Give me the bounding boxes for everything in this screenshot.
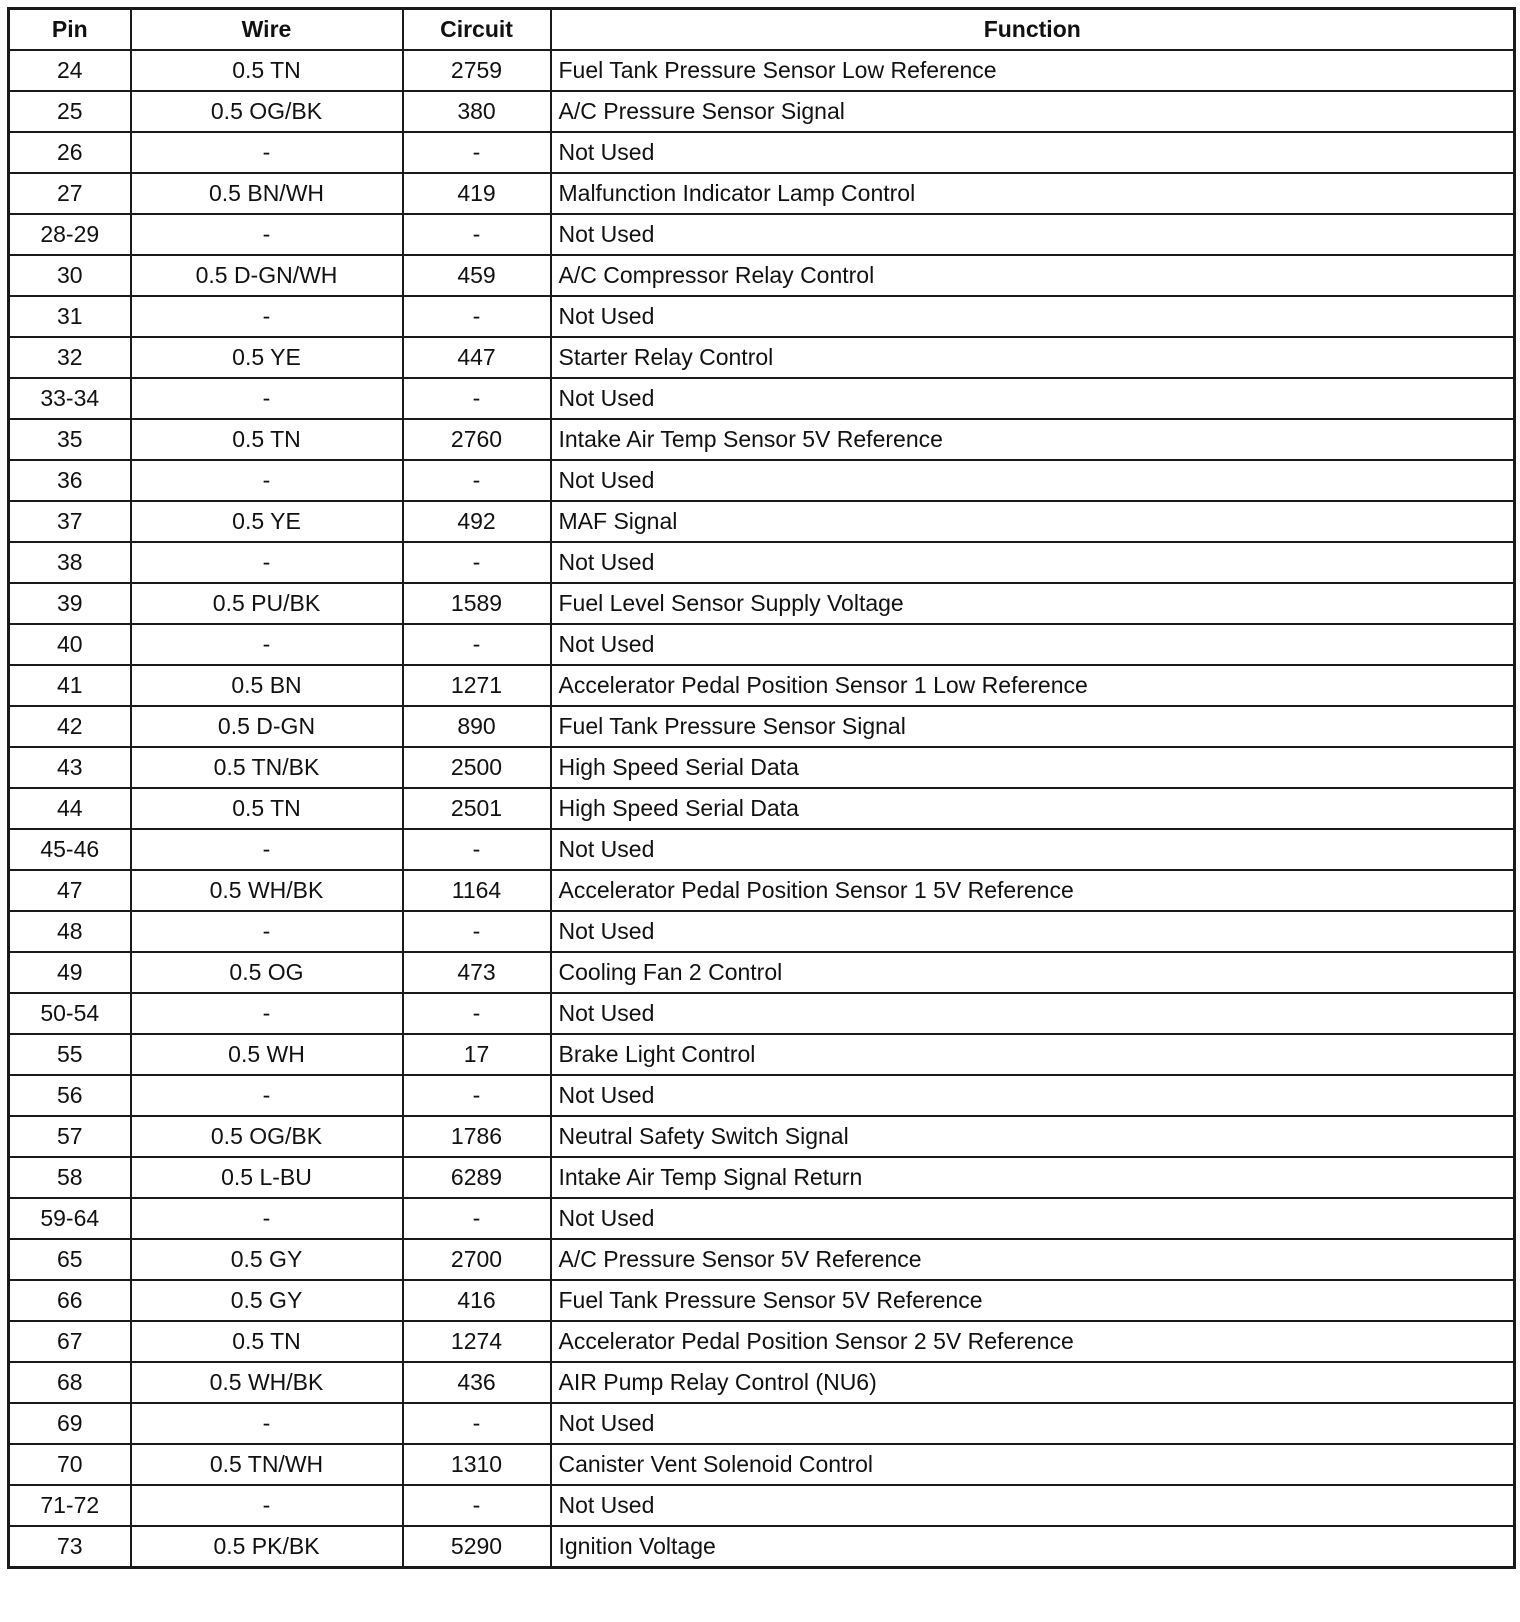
wire-cell: 0.5 YE — [131, 337, 403, 378]
pin-cell: 71-72 — [9, 1485, 131, 1526]
pin-cell: 58 — [9, 1157, 131, 1198]
pin-cell: 25 — [9, 91, 131, 132]
circuit-cell: - — [403, 378, 551, 419]
circuit-cell: 1271 — [403, 665, 551, 706]
function-cell: Accelerator Pedal Position Sensor 1 Low Reference — [551, 665, 1515, 706]
wire-cell: 0.5 TN/BK — [131, 747, 403, 788]
wire-cell: - — [131, 296, 403, 337]
table-row — [9, 1444, 1515, 1485]
circuit-cell: 890 — [403, 706, 551, 747]
pin-cell: 37 — [9, 501, 131, 542]
circuit-cell: 447 — [403, 337, 551, 378]
wire-cell: 0.5 BN — [131, 665, 403, 706]
function-cell: Not Used — [551, 1198, 1515, 1239]
function-cell: Fuel Tank Pressure Sensor Low Reference — [551, 50, 1515, 91]
function-cell: Canister Vent Solenoid Control — [551, 1444, 1515, 1485]
pin-cell: 26 — [9, 132, 131, 173]
table-row — [9, 419, 1515, 460]
pin-cell: 65 — [9, 1239, 131, 1280]
table-row — [9, 132, 1515, 173]
pin-cell: 27 — [9, 173, 131, 214]
circuit-cell: - — [403, 1403, 551, 1444]
table-row — [9, 952, 1515, 993]
function-cell: MAF Signal — [551, 501, 1515, 542]
table-row — [9, 829, 1515, 870]
function-cell: Not Used — [551, 624, 1515, 665]
wire-cell: 0.5 WH/BK — [131, 870, 403, 911]
table-row — [9, 91, 1515, 132]
header-wire: Wire — [131, 9, 403, 51]
wire-cell: - — [131, 1075, 403, 1116]
circuit-cell: - — [403, 911, 551, 952]
table-row — [9, 1403, 1515, 1444]
function-cell: Not Used — [551, 1075, 1515, 1116]
circuit-cell: 1274 — [403, 1321, 551, 1362]
circuit-cell: 2759 — [403, 50, 551, 91]
circuit-cell: 436 — [403, 1362, 551, 1403]
circuit-cell: 416 — [403, 1280, 551, 1321]
pin-cell: 56 — [9, 1075, 131, 1116]
table-row — [9, 1485, 1515, 1526]
table-row — [9, 1526, 1515, 1568]
wire-cell: - — [131, 132, 403, 173]
function-cell: Not Used — [551, 214, 1515, 255]
wire-cell: 0.5 GY — [131, 1280, 403, 1321]
circuit-cell: 459 — [403, 255, 551, 296]
pin-cell: 68 — [9, 1362, 131, 1403]
function-cell: Not Used — [551, 993, 1515, 1034]
table-row — [9, 706, 1515, 747]
function-cell: Not Used — [551, 542, 1515, 583]
wire-cell: 0.5 TN — [131, 50, 403, 91]
function-cell: Fuel Tank Pressure Sensor Signal — [551, 706, 1515, 747]
function-cell: A/C Compressor Relay Control — [551, 255, 1515, 296]
pin-cell: 40 — [9, 624, 131, 665]
circuit-cell: - — [403, 829, 551, 870]
circuit-cell: 380 — [403, 91, 551, 132]
pin-cell: 35 — [9, 419, 131, 460]
function-cell: Not Used — [551, 460, 1515, 501]
circuit-cell: 1786 — [403, 1116, 551, 1157]
pin-cell: 24 — [9, 50, 131, 91]
circuit-cell: - — [403, 132, 551, 173]
circuit-cell: - — [403, 296, 551, 337]
table-row — [9, 1198, 1515, 1239]
table-row — [9, 870, 1515, 911]
function-cell: Not Used — [551, 132, 1515, 173]
pinout-table — [7, 7, 1516, 1569]
wire-cell: - — [131, 1198, 403, 1239]
pin-cell: 69 — [9, 1403, 131, 1444]
circuit-cell: - — [403, 993, 551, 1034]
function-cell: High Speed Serial Data — [551, 747, 1515, 788]
pin-cell: 42 — [9, 706, 131, 747]
pin-cell: 38 — [9, 542, 131, 583]
circuit-cell: 1164 — [403, 870, 551, 911]
pin-cell: 49 — [9, 952, 131, 993]
pin-cell: 73 — [9, 1526, 131, 1568]
pin-cell: 44 — [9, 788, 131, 829]
pin-cell: 59-64 — [9, 1198, 131, 1239]
wire-cell: 0.5 PK/BK — [131, 1526, 403, 1568]
table-row — [9, 993, 1515, 1034]
table-row — [9, 255, 1515, 296]
wire-cell: - — [131, 829, 403, 870]
circuit-cell: 17 — [403, 1034, 551, 1075]
wire-cell: - — [131, 1485, 403, 1526]
table-row — [9, 788, 1515, 829]
pin-cell: 30 — [9, 255, 131, 296]
pin-cell: 33-34 — [9, 378, 131, 419]
table-row — [9, 747, 1515, 788]
function-cell: Not Used — [551, 378, 1515, 419]
circuit-cell: - — [403, 1075, 551, 1116]
wire-cell: 0.5 BN/WH — [131, 173, 403, 214]
wire-cell: - — [131, 378, 403, 419]
table-row — [9, 214, 1515, 255]
table-row — [9, 542, 1515, 583]
wire-cell: 0.5 L-BU — [131, 1157, 403, 1198]
wire-cell: 0.5 TN — [131, 788, 403, 829]
circuit-cell: 6289 — [403, 1157, 551, 1198]
pin-cell: 28-29 — [9, 214, 131, 255]
wire-cell: 0.5 D-GN/WH — [131, 255, 403, 296]
function-cell: Brake Light Control — [551, 1034, 1515, 1075]
wire-cell: 0.5 GY — [131, 1239, 403, 1280]
circuit-cell: 2501 — [403, 788, 551, 829]
circuit-cell: 419 — [403, 173, 551, 214]
wire-cell: - — [131, 993, 403, 1034]
table-header-row — [9, 9, 1515, 51]
wire-cell: - — [131, 911, 403, 952]
pin-cell: 70 — [9, 1444, 131, 1485]
pin-cell: 36 — [9, 460, 131, 501]
circuit-cell: 1589 — [403, 583, 551, 624]
function-cell: AIR Pump Relay Control (NU6) — [551, 1362, 1515, 1403]
table-row — [9, 1116, 1515, 1157]
header-pin: Pin — [9, 9, 131, 51]
wire-cell: - — [131, 624, 403, 665]
circuit-cell: - — [403, 214, 551, 255]
circuit-cell: - — [403, 1485, 551, 1526]
table-row — [9, 911, 1515, 952]
function-cell: Accelerator Pedal Position Sensor 2 5V Reference — [551, 1321, 1515, 1362]
circuit-cell: 492 — [403, 501, 551, 542]
table-row — [9, 665, 1515, 706]
table-row — [9, 583, 1515, 624]
table-row — [9, 337, 1515, 378]
wire-cell: 0.5 D-GN — [131, 706, 403, 747]
wire-cell: 0.5 TN/WH — [131, 1444, 403, 1485]
table-row — [9, 173, 1515, 214]
wire-cell: - — [131, 542, 403, 583]
header-circuit: Circuit — [403, 9, 551, 51]
wire-cell: 0.5 PU/BK — [131, 583, 403, 624]
table-row — [9, 1239, 1515, 1280]
function-cell: Not Used — [551, 911, 1515, 952]
table-row — [9, 501, 1515, 542]
pin-cell: 66 — [9, 1280, 131, 1321]
table-row — [9, 1034, 1515, 1075]
wire-cell: 0.5 WH — [131, 1034, 403, 1075]
table-row — [9, 1075, 1515, 1116]
function-cell: Ignition Voltage — [551, 1526, 1515, 1568]
function-cell: Fuel Tank Pressure Sensor 5V Reference — [551, 1280, 1515, 1321]
circuit-cell: 2700 — [403, 1239, 551, 1280]
pin-cell: 43 — [9, 747, 131, 788]
table-row — [9, 50, 1515, 91]
pin-cell: 47 — [9, 870, 131, 911]
function-cell: Not Used — [551, 829, 1515, 870]
pin-cell: 48 — [9, 911, 131, 952]
function-cell: Not Used — [551, 1403, 1515, 1444]
pin-cell: 41 — [9, 665, 131, 706]
function-cell: A/C Pressure Sensor Signal — [551, 91, 1515, 132]
circuit-cell: - — [403, 1198, 551, 1239]
wire-cell: 0.5 TN — [131, 1321, 403, 1362]
table-row — [9, 378, 1515, 419]
pin-cell: 31 — [9, 296, 131, 337]
function-cell: Intake Air Temp Sensor 5V Reference — [551, 419, 1515, 460]
circuit-cell: - — [403, 542, 551, 583]
wire-cell: 0.5 WH/BK — [131, 1362, 403, 1403]
wire-cell: - — [131, 460, 403, 501]
function-cell: High Speed Serial Data — [551, 788, 1515, 829]
pin-cell: 32 — [9, 337, 131, 378]
table-row — [9, 1321, 1515, 1362]
circuit-cell: 2760 — [403, 419, 551, 460]
function-cell: Not Used — [551, 296, 1515, 337]
circuit-cell: 5290 — [403, 1526, 551, 1568]
function-cell: Accelerator Pedal Position Sensor 1 5V Reference — [551, 870, 1515, 911]
wire-cell: - — [131, 1403, 403, 1444]
function-cell: Cooling Fan 2 Control — [551, 952, 1515, 993]
circuit-cell: 473 — [403, 952, 551, 993]
wire-cell: 0.5 OG/BK — [131, 1116, 403, 1157]
pin-cell: 67 — [9, 1321, 131, 1362]
table-body — [9, 50, 1515, 1568]
table-row — [9, 624, 1515, 665]
circuit-cell: - — [403, 460, 551, 501]
wire-cell: 0.5 TN — [131, 419, 403, 460]
wire-cell: 0.5 OG/BK — [131, 91, 403, 132]
function-cell: Malfunction Indicator Lamp Control — [551, 173, 1515, 214]
table-row — [9, 460, 1515, 501]
wire-cell: - — [131, 214, 403, 255]
table-row — [9, 1280, 1515, 1321]
pin-cell: 39 — [9, 583, 131, 624]
table-row — [9, 296, 1515, 337]
function-cell: Not Used — [551, 1485, 1515, 1526]
pin-cell: 55 — [9, 1034, 131, 1075]
header-function: Function — [551, 9, 1515, 51]
function-cell: Intake Air Temp Signal Return — [551, 1157, 1515, 1198]
pin-cell: 57 — [9, 1116, 131, 1157]
circuit-cell: 1310 — [403, 1444, 551, 1485]
wire-cell: 0.5 YE — [131, 501, 403, 542]
function-cell: Neutral Safety Switch Signal — [551, 1116, 1515, 1157]
wire-cell: 0.5 OG — [131, 952, 403, 993]
table-row — [9, 1362, 1515, 1403]
pin-cell: 45-46 — [9, 829, 131, 870]
function-cell: A/C Pressure Sensor 5V Reference — [551, 1239, 1515, 1280]
function-cell: Starter Relay Control — [551, 337, 1515, 378]
pin-cell: 50-54 — [9, 993, 131, 1034]
function-cell: Fuel Level Sensor Supply Voltage — [551, 583, 1515, 624]
table-row — [9, 1157, 1515, 1198]
circuit-cell: - — [403, 624, 551, 665]
circuit-cell: 2500 — [403, 747, 551, 788]
